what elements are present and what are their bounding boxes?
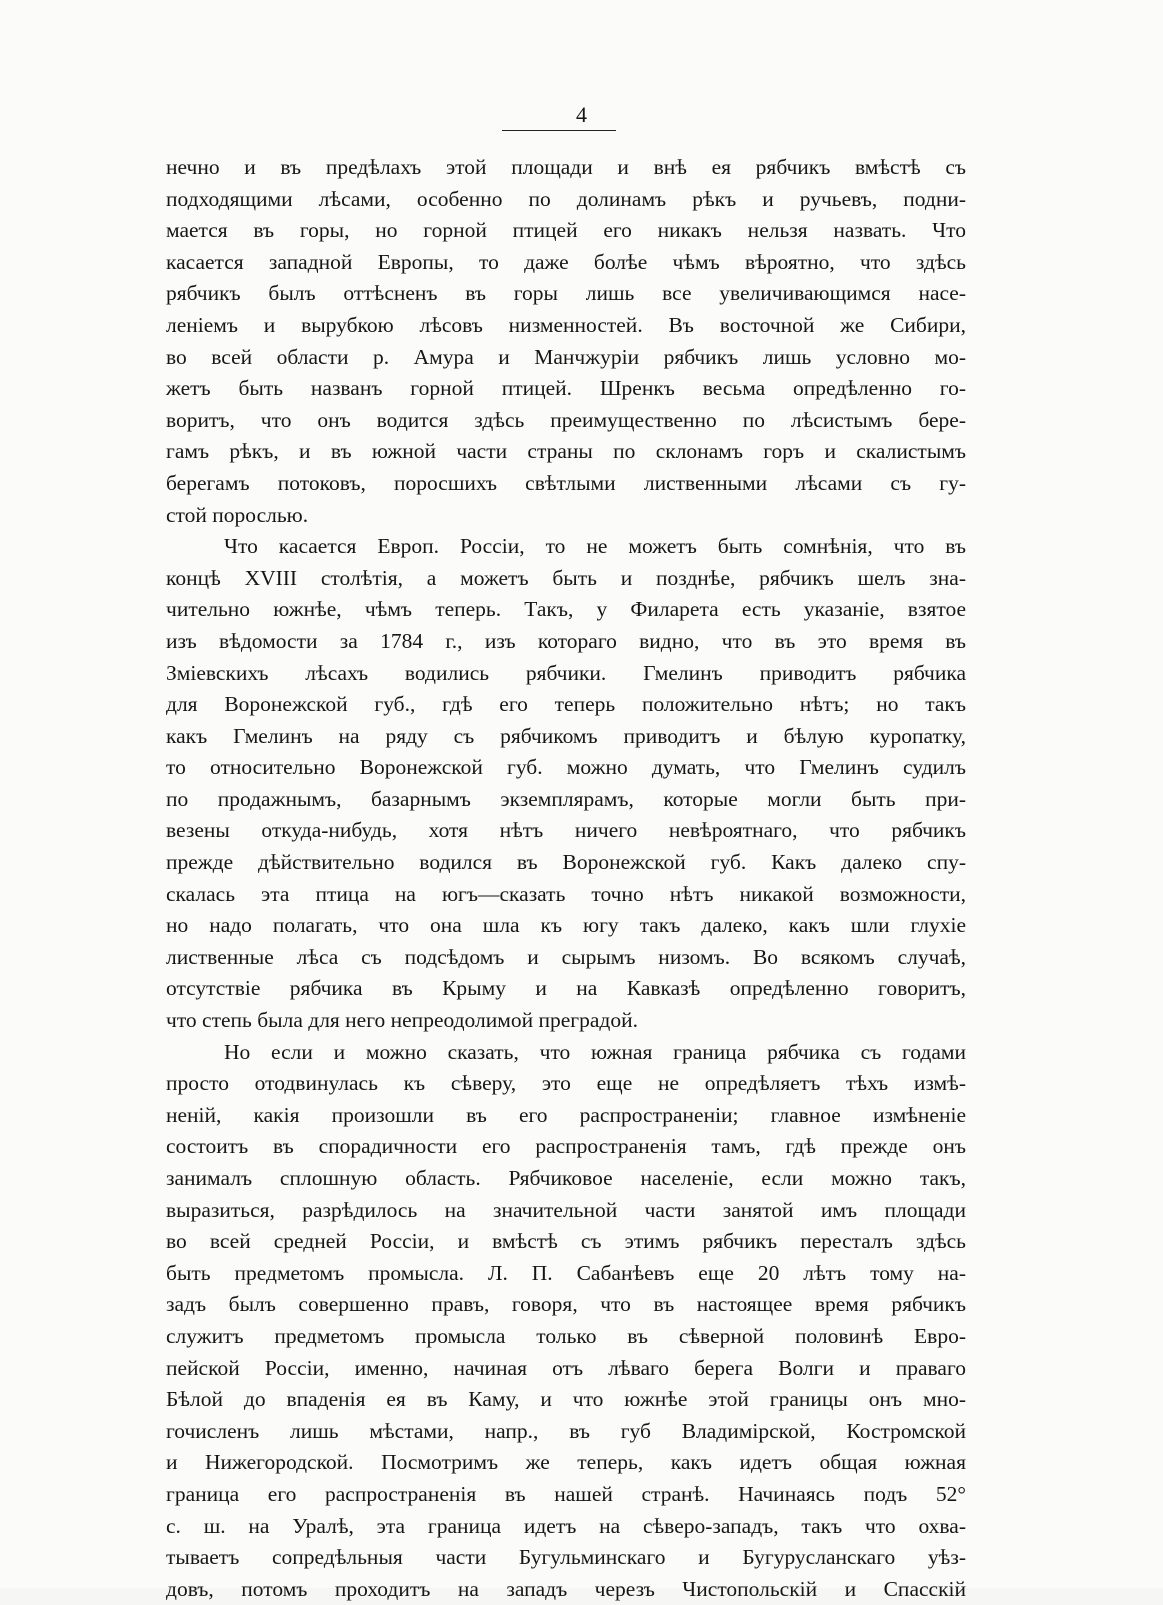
text-line: изъ вѣдомости за 1784 г., изъ котораго видно, что въ это время въ — [166, 628, 966, 653]
text-line: состоитъ въ спорадичности его распространенія тамъ, гдѣ прежде онъ — [166, 1134, 966, 1159]
text-line: рябчикъ былъ оттѣсненъ въ горы лишь все увеличивающимся насе- — [166, 281, 966, 306]
text-line: мается въ горы, но горной птицей его никакъ нельзя назвать. Что — [166, 218, 966, 243]
text-line: отсутствіе рябчика въ Крыму и на Кавказѣ опредѣленно говоритъ, — [166, 976, 966, 1001]
text-line: чительно южнѣе, чѣмъ теперь. Такъ, у Филарета есть указаніе, взятое — [166, 597, 966, 622]
text-line: выразиться, разрѣдилось на значительной части занятой имъ площади — [166, 1197, 966, 1222]
text-line: по продажнымъ, базарнымъ экземплярамъ, которые могли быть при- — [166, 786, 966, 811]
text-line: пейской Россіи, именно, начиная отъ лѣваго берега Волги и праваго — [166, 1355, 966, 1380]
text-line: служитъ предметомъ промысла только въ сѣверной половинѣ Евро- — [166, 1323, 966, 1348]
text-line: касается западной Европы, то даже болѣе чѣмъ вѣроятно, что здѣсь — [166, 249, 966, 274]
text-line: тываетъ сопредѣльныя части Бугульминскаго и Бугурусланскаго уѣз- — [166, 1545, 966, 1570]
text-line: леніемъ и вырубкою лѣсовъ низменностей. Въ восточной же Сибири, — [166, 312, 966, 337]
text-line: стой порослью. — [166, 502, 309, 527]
paragraph — [166, 1037, 966, 1605]
text-line: жетъ быть названъ горной птицей. Шренкъ весьма опредѣленно го- — [166, 376, 966, 401]
paragraph — [166, 152, 966, 531]
text-line: задъ былъ совершенно правъ, говоря, что въ настоящее время рябчикъ — [166, 1292, 966, 1317]
text-line: во всей средней Россіи, и вмѣстѣ съ этимъ рябчикъ пересталъ здѣсь — [166, 1229, 966, 1254]
text-line: концѣ XVIII столѣтія, а можетъ быть и позднѣе, рябчикъ шелъ зна- — [166, 565, 966, 590]
text-line: какъ Гмелинъ на ряду съ рябчикомъ приводитъ и бѣлую куропатку, — [166, 723, 966, 748]
text-line: Но если и можно сказать, что южная граница рябчика съ годами — [224, 1039, 966, 1064]
text-line: быть предметомъ промысла. Л. П. Сабанѣевъ еще 20 лѣтъ тому на- — [166, 1260, 966, 1285]
text-line: с. ш. на Уралѣ, эта граница идетъ на сѣверо-западъ, такъ что охва- — [166, 1513, 966, 1538]
text-line: нечно и въ предѣлахъ этой площади и внѣ ея рябчикъ вмѣстѣ съ — [166, 155, 966, 179]
text-line: берегамъ потоковъ, поросшихъ свѣтлыми лиственными лѣсами съ гу- — [166, 470, 966, 495]
text-line: неній, какія произошли въ его распространеніи; главное измѣненіе — [166, 1102, 966, 1127]
text-line: для Воронежской губ., гдѣ его теперь положительно нѣтъ; но такъ — [166, 692, 966, 717]
text-line: что степь была для него непреодолимой преградой. — [166, 1008, 638, 1033]
text-line: во всей области р. Амура и Манчжуріи рябчикъ лишь условно мо- — [166, 344, 966, 369]
text-line: и Нижегородской. Посмотримъ же теперь, какъ идетъ общая южная — [166, 1450, 966, 1475]
text-line: воритъ, что онъ водится здѣсь преимущественно по лѣсистымъ бере- — [166, 407, 966, 432]
text-line: просто отодвинулась къ сѣверу, это еще не опредѣляетъ тѣхъ измѣ- — [166, 1071, 966, 1096]
page-number: 4 — [576, 102, 587, 127]
text-line: везены откуда-нибудь, хотя нѣтъ ничего невѣроятнаго, что рябчикъ — [166, 818, 966, 843]
text-line: прежде дѣйствительно водился въ Воронежской губ. Какъ далеко спу- — [166, 850, 966, 875]
text-line: подходящими лѣсами, особенно по долинамъ рѣкъ и ручьевъ, подни- — [166, 186, 966, 211]
text-line: Бѣлой до впаденія ея въ Каму, и что южнѣе этой границы онъ мно- — [166, 1387, 966, 1412]
header-rule — [502, 130, 616, 131]
text-line: но надо полагать, что она шла къ югу такъ далеко, какъ шли глухіе — [166, 913, 966, 938]
body-text — [166, 152, 966, 1605]
text-line: гамъ рѣкъ, и въ южной части страны по склонамъ горъ и скалистымъ — [166, 439, 966, 464]
text-line: гочисленъ лишь мѣстами, напр., въ губ Владимірской, Костромской — [166, 1418, 966, 1443]
text-line: граница его распространенія въ нашей странѣ. Начинаясь подъ 52° — [166, 1481, 966, 1506]
text-line: довъ, потомъ проходитъ на западъ черезъ Чистопольскій и Спасскій — [166, 1576, 966, 1601]
text-line: занималъ сплошную область. Рябчиковое населеніе, если можно такъ, — [166, 1166, 966, 1190]
text-line: лиственные лѣса съ подсѣдомъ и сырымъ низомъ. Во всякомъ случаѣ, — [166, 944, 966, 969]
text-line: скалась эта птица на югъ—сказать точно нѣтъ никакой возможности, — [166, 881, 966, 906]
text-line: Что касается Европ. Россіи, то не можетъ быть сомнѣнія, что въ — [224, 534, 966, 559]
paragraph — [166, 531, 966, 1037]
text-line: Зміевскихъ лѣсахъ водились рябчики. Гмелинъ приводитъ рябчика — [166, 660, 966, 685]
text-line: то относительно Воронежской губ. можно думать, что Гмелинъ судилъ — [166, 755, 966, 780]
